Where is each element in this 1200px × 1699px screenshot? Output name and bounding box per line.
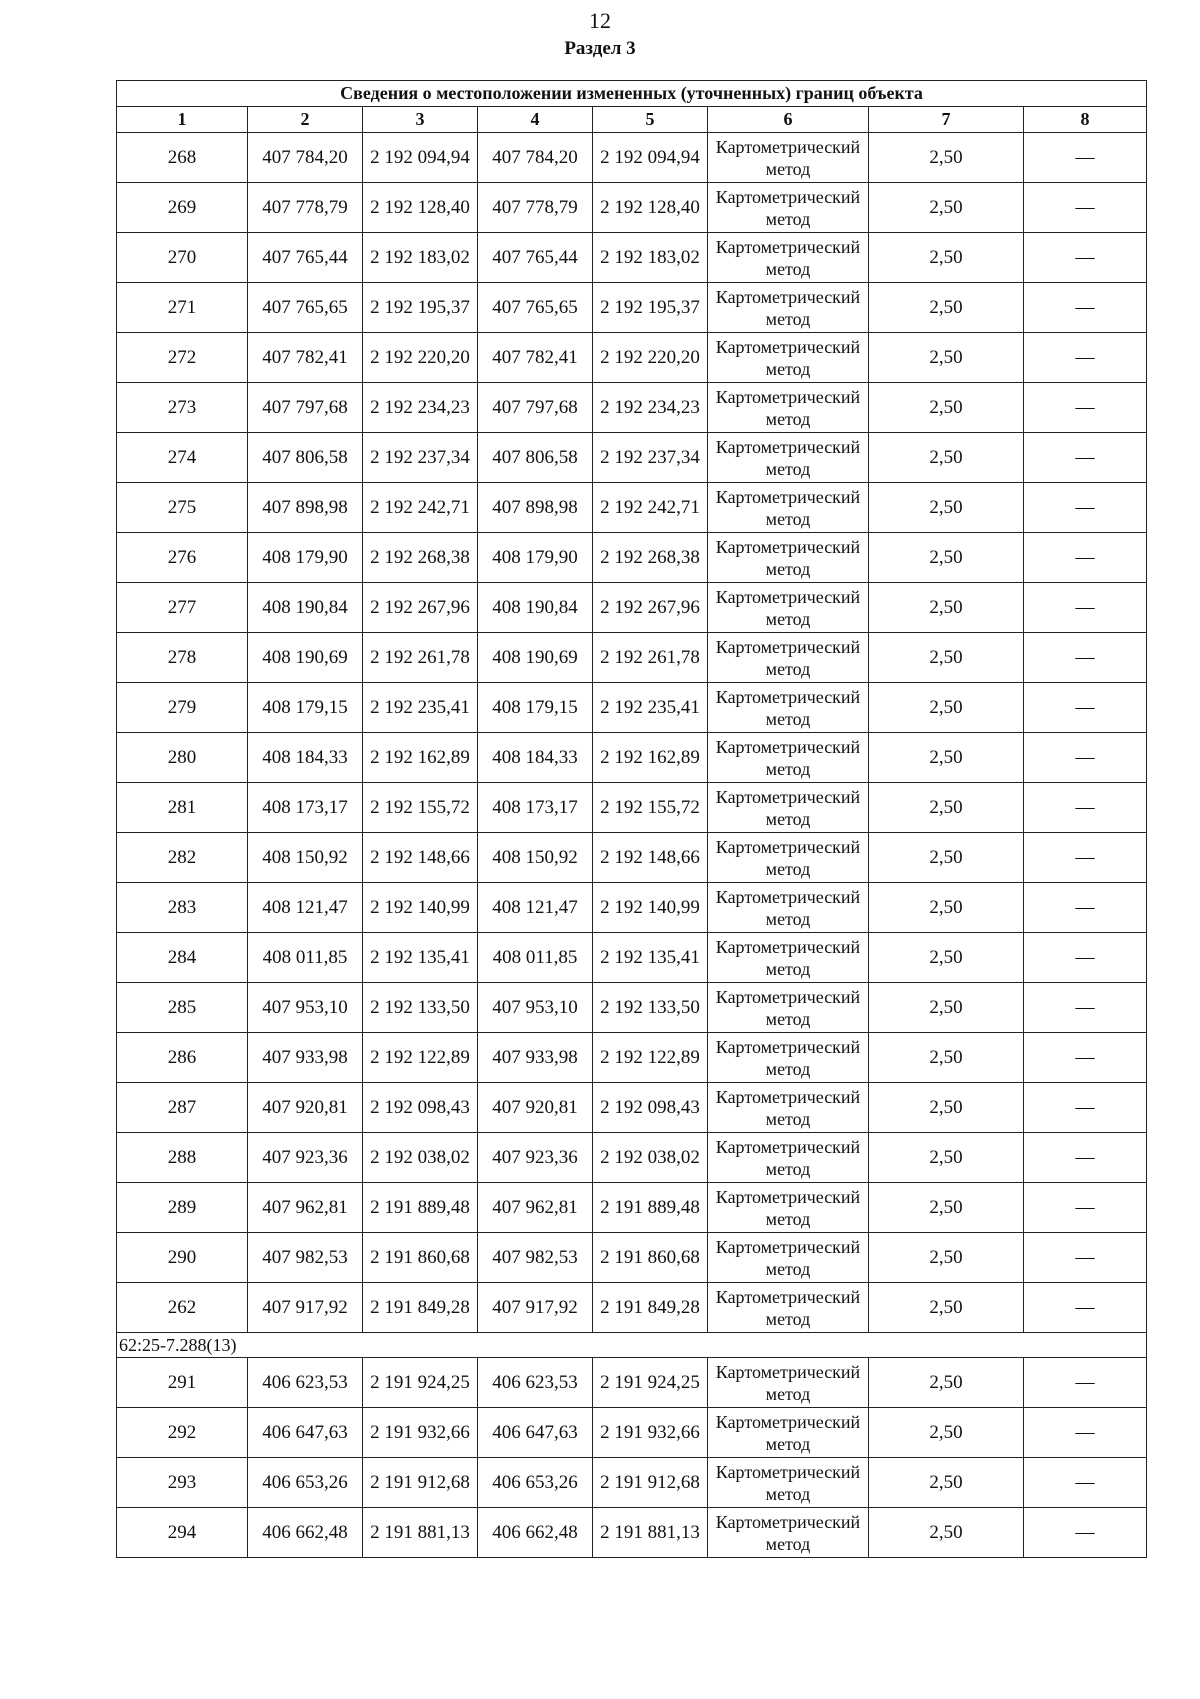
x-existing-cell: 408 179,15 — [248, 683, 363, 733]
description-cell: — — [1024, 1033, 1147, 1083]
description-cell: — — [1024, 683, 1147, 733]
y-refined-cell: 2 192 195,37 — [593, 283, 708, 333]
description-cell: — — [1024, 983, 1147, 1033]
x-existing-cell: 408 121,47 — [248, 883, 363, 933]
accuracy-cell: 2,50 — [869, 433, 1024, 483]
y-existing-cell: 2 191 889,48 — [363, 1183, 478, 1233]
y-refined-cell: 2 192 094,94 — [593, 133, 708, 183]
y-existing-cell: 2 191 849,28 — [363, 1283, 478, 1333]
y-existing-cell: 2 191 932,66 — [363, 1408, 478, 1458]
description-cell: — — [1024, 333, 1147, 383]
method-cell: Картометрический метод — [708, 433, 869, 483]
method-cell: Картометрический метод — [708, 1133, 869, 1183]
table-row — [117, 683, 1147, 733]
y-refined-cell: 2 191 924,25 — [593, 1358, 708, 1408]
table-row — [117, 433, 1147, 483]
y-existing-cell: 2 192 140,99 — [363, 883, 478, 933]
description-cell: — — [1024, 433, 1147, 483]
y-refined-cell: 2 192 122,89 — [593, 1033, 708, 1083]
accuracy-cell: 2,50 — [869, 183, 1024, 233]
table-row — [117, 183, 1147, 233]
accuracy-cell: 2,50 — [869, 933, 1024, 983]
x-refined-cell: 406 647,63 — [478, 1408, 593, 1458]
column-header: 3 — [363, 107, 478, 133]
y-existing-cell: 2 192 237,34 — [363, 433, 478, 483]
x-refined-cell: 407 806,58 — [478, 433, 593, 483]
x-existing-cell: 407 806,58 — [248, 433, 363, 483]
y-refined-cell: 2 192 237,34 — [593, 433, 708, 483]
y-existing-cell: 2 191 912,68 — [363, 1458, 478, 1508]
column-header: 8 — [1024, 107, 1147, 133]
point-number-cell: 293 — [117, 1458, 248, 1508]
method-cell: Картометрический метод — [708, 183, 869, 233]
point-number-cell: 270 — [117, 233, 248, 283]
point-number-cell: 292 — [117, 1408, 248, 1458]
x-refined-cell: 407 784,20 — [478, 133, 593, 183]
accuracy-cell: 2,50 — [869, 983, 1024, 1033]
method-cell: Картометрический метод — [708, 533, 869, 583]
point-number-cell: 271 — [117, 283, 248, 333]
point-number-cell: 268 — [117, 133, 248, 183]
y-refined-cell: 2 192 261,78 — [593, 633, 708, 683]
accuracy-cell: 2,50 — [869, 1033, 1024, 1083]
accuracy-cell: 2,50 — [869, 483, 1024, 533]
x-existing-cell: 406 662,48 — [248, 1508, 363, 1558]
table-row — [117, 633, 1147, 683]
x-refined-cell: 408 011,85 — [478, 933, 593, 983]
x-refined-cell: 408 190,69 — [478, 633, 593, 683]
x-existing-cell: 407 765,65 — [248, 283, 363, 333]
y-existing-cell: 2 192 098,43 — [363, 1083, 478, 1133]
description-cell: — — [1024, 233, 1147, 283]
x-existing-cell: 407 953,10 — [248, 983, 363, 1033]
table-row — [117, 933, 1147, 983]
accuracy-cell: 2,50 — [869, 733, 1024, 783]
description-cell: — — [1024, 533, 1147, 583]
method-cell: Картометрический метод — [708, 1358, 869, 1408]
table-row — [117, 783, 1147, 833]
x-refined-cell: 406 623,53 — [478, 1358, 593, 1408]
accuracy-cell: 2,50 — [869, 333, 1024, 383]
section-title: Раздел 3 — [564, 38, 636, 59]
y-existing-cell: 2 192 261,78 — [363, 633, 478, 683]
y-refined-cell: 2 192 140,99 — [593, 883, 708, 933]
method-cell: Картометрический метод — [708, 783, 869, 833]
x-existing-cell: 407 778,79 — [248, 183, 363, 233]
x-refined-cell: 408 121,47 — [478, 883, 593, 933]
point-number-cell: 290 — [117, 1233, 248, 1283]
y-refined-cell: 2 191 889,48 — [593, 1183, 708, 1233]
table-row — [117, 233, 1147, 283]
point-number-cell: 276 — [117, 533, 248, 583]
table-row — [117, 1408, 1147, 1458]
table-row — [117, 1233, 1147, 1283]
description-cell: — — [1024, 783, 1147, 833]
x-existing-cell: 407 920,81 — [248, 1083, 363, 1133]
point-number-cell: 281 — [117, 783, 248, 833]
point-number-cell: 286 — [117, 1033, 248, 1083]
y-existing-cell: 2 192 122,89 — [363, 1033, 478, 1083]
method-cell: Картометрический метод — [708, 1508, 869, 1558]
x-refined-cell: 408 179,15 — [478, 683, 593, 733]
y-existing-cell: 2 192 183,02 — [363, 233, 478, 283]
x-refined-cell: 407 917,92 — [478, 1283, 593, 1333]
point-number-cell: 278 — [117, 633, 248, 683]
table-row — [117, 583, 1147, 633]
y-existing-cell: 2 192 094,94 — [363, 133, 478, 183]
y-refined-cell: 2 191 849,28 — [593, 1283, 708, 1333]
y-refined-cell: 2 192 098,43 — [593, 1083, 708, 1133]
method-cell: Картометрический метод — [708, 1283, 869, 1333]
accuracy-cell: 2,50 — [869, 383, 1024, 433]
accuracy-cell: 2,50 — [869, 1183, 1024, 1233]
x-existing-cell: 406 647,63 — [248, 1408, 363, 1458]
description-cell: — — [1024, 1083, 1147, 1133]
y-existing-cell: 2 191 924,25 — [363, 1358, 478, 1408]
table-row — [117, 833, 1147, 883]
description-cell: — — [1024, 1358, 1147, 1408]
y-existing-cell: 2 192 267,96 — [363, 583, 478, 633]
table-row — [117, 1133, 1147, 1183]
column-header: 1 — [117, 107, 248, 133]
method-cell: Картометрический метод — [708, 383, 869, 433]
group-header-row — [117, 1333, 1147, 1358]
description-cell: — — [1024, 1233, 1147, 1283]
x-refined-cell: 408 190,84 — [478, 583, 593, 633]
point-number-cell: 275 — [117, 483, 248, 533]
y-refined-cell: 2 192 148,66 — [593, 833, 708, 883]
y-refined-cell: 2 192 235,41 — [593, 683, 708, 733]
description-cell: — — [1024, 833, 1147, 883]
table-row — [117, 1183, 1147, 1233]
x-existing-cell: 407 933,98 — [248, 1033, 363, 1083]
boundary-table — [116, 80, 1147, 1558]
y-existing-cell: 2 192 220,20 — [363, 333, 478, 383]
point-number-cell: 274 — [117, 433, 248, 483]
x-refined-cell: 407 898,98 — [478, 483, 593, 533]
point-number-cell: 289 — [117, 1183, 248, 1233]
x-existing-cell: 408 150,92 — [248, 833, 363, 883]
y-refined-cell: 2 192 242,71 — [593, 483, 708, 533]
table-caption: Сведения о местоположении измененных (уточненных) границ объекта — [117, 81, 1147, 107]
method-cell: Картометрический метод — [708, 633, 869, 683]
column-header: 4 — [478, 107, 593, 133]
x-refined-cell: 407 920,81 — [478, 1083, 593, 1133]
description-cell: — — [1024, 733, 1147, 783]
x-existing-cell: 408 184,33 — [248, 733, 363, 783]
page-number: 12 — [589, 8, 611, 33]
table-row — [117, 1033, 1147, 1083]
accuracy-cell: 2,50 — [869, 583, 1024, 633]
point-number-cell: 269 — [117, 183, 248, 233]
x-refined-cell: 407 782,41 — [478, 333, 593, 383]
method-cell: Картометрический метод — [708, 1458, 869, 1508]
description-cell: — — [1024, 183, 1147, 233]
method-cell: Картометрический метод — [708, 883, 869, 933]
description-cell: — — [1024, 583, 1147, 633]
x-existing-cell: 408 011,85 — [248, 933, 363, 983]
x-existing-cell: 407 917,92 — [248, 1283, 363, 1333]
table-row — [117, 483, 1147, 533]
x-refined-cell: 407 933,98 — [478, 1033, 593, 1083]
x-refined-cell: 407 923,36 — [478, 1133, 593, 1183]
y-existing-cell: 2 192 195,37 — [363, 283, 478, 333]
point-number-cell: 283 — [117, 883, 248, 933]
table-row — [117, 1283, 1147, 1333]
point-number-cell: 285 — [117, 983, 248, 1033]
point-number-cell: 262 — [117, 1283, 248, 1333]
table-row — [117, 1083, 1147, 1133]
x-refined-cell: 408 173,17 — [478, 783, 593, 833]
accuracy-cell: 2,50 — [869, 1358, 1024, 1408]
point-number-cell: 272 — [117, 333, 248, 383]
accuracy-cell: 2,50 — [869, 1133, 1024, 1183]
x-existing-cell: 407 898,98 — [248, 483, 363, 533]
description-cell: — — [1024, 1508, 1147, 1558]
accuracy-cell: 2,50 — [869, 1083, 1024, 1133]
accuracy-cell: 2,50 — [869, 833, 1024, 883]
x-refined-cell: 407 778,79 — [478, 183, 593, 233]
table-body — [117, 81, 1147, 1558]
x-existing-cell: 407 765,44 — [248, 233, 363, 283]
y-refined-cell: 2 192 267,96 — [593, 583, 708, 633]
column-header: 7 — [869, 107, 1024, 133]
y-existing-cell: 2 192 234,23 — [363, 383, 478, 433]
accuracy-cell: 2,50 — [869, 233, 1024, 283]
x-existing-cell: 406 623,53 — [248, 1358, 363, 1408]
x-existing-cell: 407 923,36 — [248, 1133, 363, 1183]
x-refined-cell: 407 953,10 — [478, 983, 593, 1033]
table-row — [117, 1358, 1147, 1408]
x-existing-cell: 408 190,84 — [248, 583, 363, 633]
y-refined-cell: 2 192 162,89 — [593, 733, 708, 783]
accuracy-cell: 2,50 — [869, 533, 1024, 583]
method-cell: Картометрический метод — [708, 1233, 869, 1283]
description-cell: — — [1024, 1458, 1147, 1508]
accuracy-cell: 2,50 — [869, 883, 1024, 933]
y-existing-cell: 2 192 242,71 — [363, 483, 478, 533]
method-cell: Картометрический метод — [708, 133, 869, 183]
x-existing-cell: 408 179,90 — [248, 533, 363, 583]
y-refined-cell: 2 192 133,50 — [593, 983, 708, 1033]
y-existing-cell: 2 192 135,41 — [363, 933, 478, 983]
method-cell: Картометрический метод — [708, 733, 869, 783]
accuracy-cell: 2,50 — [869, 1458, 1024, 1508]
x-refined-cell: 407 982,53 — [478, 1233, 593, 1283]
table-row — [117, 733, 1147, 783]
accuracy-cell: 2,50 — [869, 1283, 1024, 1333]
x-refined-cell: 408 179,90 — [478, 533, 593, 583]
y-existing-cell: 2 192 128,40 — [363, 183, 478, 233]
description-cell: — — [1024, 1183, 1147, 1233]
x-existing-cell: 408 190,69 — [248, 633, 363, 683]
method-cell: Картометрический метод — [708, 983, 869, 1033]
description-cell: — — [1024, 133, 1147, 183]
x-existing-cell: 407 797,68 — [248, 383, 363, 433]
description-cell: — — [1024, 383, 1147, 433]
description-cell: — — [1024, 483, 1147, 533]
y-refined-cell: 2 192 183,02 — [593, 233, 708, 283]
y-existing-cell: 2 192 162,89 — [363, 733, 478, 783]
point-number-cell: 277 — [117, 583, 248, 633]
column-header: 6 — [708, 107, 869, 133]
x-refined-cell: 407 962,81 — [478, 1183, 593, 1233]
method-cell: Картометрический метод — [708, 833, 869, 883]
point-number-cell: 280 — [117, 733, 248, 783]
method-cell: Картометрический метод — [708, 233, 869, 283]
description-cell: — — [1024, 283, 1147, 333]
table-row — [117, 883, 1147, 933]
y-existing-cell: 2 191 881,13 — [363, 1508, 478, 1558]
description-cell: — — [1024, 933, 1147, 983]
table-row — [117, 133, 1147, 183]
description-cell: — — [1024, 883, 1147, 933]
method-cell: Картометрический метод — [708, 933, 869, 983]
method-cell: Картометрический метод — [708, 1033, 869, 1083]
description-cell: — — [1024, 1408, 1147, 1458]
y-existing-cell: 2 192 133,50 — [363, 983, 478, 1033]
accuracy-cell: 2,50 — [869, 633, 1024, 683]
x-existing-cell: 407 782,41 — [248, 333, 363, 383]
method-cell: Картометрический метод — [708, 483, 869, 533]
x-existing-cell: 407 982,53 — [248, 1233, 363, 1283]
x-existing-cell: 408 173,17 — [248, 783, 363, 833]
x-existing-cell: 407 784,20 — [248, 133, 363, 183]
x-existing-cell: 407 962,81 — [248, 1183, 363, 1233]
column-header-row — [117, 107, 1147, 133]
y-refined-cell: 2 191 912,68 — [593, 1458, 708, 1508]
method-cell: Картометрический метод — [708, 1183, 869, 1233]
y-existing-cell: 2 192 148,66 — [363, 833, 478, 883]
y-existing-cell: 2 192 155,72 — [363, 783, 478, 833]
y-refined-cell: 2 191 932,66 — [593, 1408, 708, 1458]
accuracy-cell: 2,50 — [869, 683, 1024, 733]
y-refined-cell: 2 192 234,23 — [593, 383, 708, 433]
y-refined-cell: 2 192 268,38 — [593, 533, 708, 583]
point-number-cell: 294 — [117, 1508, 248, 1558]
y-existing-cell: 2 191 860,68 — [363, 1233, 478, 1283]
point-number-cell: 284 — [117, 933, 248, 983]
table-row — [117, 383, 1147, 433]
method-cell: Картометрический метод — [708, 683, 869, 733]
method-cell: Картометрический метод — [708, 583, 869, 633]
method-cell: Картометрический метод — [708, 1408, 869, 1458]
x-refined-cell: 407 765,44 — [478, 233, 593, 283]
method-cell: Картометрический метод — [708, 1083, 869, 1133]
accuracy-cell: 2,50 — [869, 1408, 1024, 1458]
y-existing-cell: 2 192 235,41 — [363, 683, 478, 733]
table-row — [117, 283, 1147, 333]
y-refined-cell: 2 191 860,68 — [593, 1233, 708, 1283]
table-caption-row — [117, 81, 1147, 107]
point-number-cell: 279 — [117, 683, 248, 733]
table-row — [117, 983, 1147, 1033]
column-header: 5 — [593, 107, 708, 133]
description-cell: — — [1024, 633, 1147, 683]
point-number-cell: 288 — [117, 1133, 248, 1183]
x-refined-cell: 408 150,92 — [478, 833, 593, 883]
y-refined-cell: 2 192 038,02 — [593, 1133, 708, 1183]
table-row — [117, 1458, 1147, 1508]
y-existing-cell: 2 192 268,38 — [363, 533, 478, 583]
point-number-cell: 273 — [117, 383, 248, 433]
accuracy-cell: 2,50 — [869, 283, 1024, 333]
point-number-cell: 291 — [117, 1358, 248, 1408]
accuracy-cell: 2,50 — [869, 783, 1024, 833]
y-refined-cell: 2 192 135,41 — [593, 933, 708, 983]
y-refined-cell: 2 192 128,40 — [593, 183, 708, 233]
y-refined-cell: 2 192 220,20 — [593, 333, 708, 383]
y-refined-cell: 2 191 881,13 — [593, 1508, 708, 1558]
x-existing-cell: 406 653,26 — [248, 1458, 363, 1508]
x-refined-cell: 406 662,48 — [478, 1508, 593, 1558]
point-number-cell: 282 — [117, 833, 248, 883]
parcel-number: 62:25-7.288(13) — [117, 1333, 1147, 1358]
accuracy-cell: 2,50 — [869, 1508, 1024, 1558]
x-refined-cell: 407 797,68 — [478, 383, 593, 433]
y-refined-cell: 2 192 155,72 — [593, 783, 708, 833]
table-row — [117, 333, 1147, 383]
description-cell: — — [1024, 1283, 1147, 1333]
description-cell: — — [1024, 1133, 1147, 1183]
table-row — [117, 1508, 1147, 1558]
point-number-cell: 287 — [117, 1083, 248, 1133]
table-row — [117, 533, 1147, 583]
y-existing-cell: 2 192 038,02 — [363, 1133, 478, 1183]
method-cell: Картометрический метод — [708, 333, 869, 383]
column-header: 2 — [248, 107, 363, 133]
accuracy-cell: 2,50 — [869, 133, 1024, 183]
method-cell: Картометрический метод — [708, 283, 869, 333]
accuracy-cell: 2,50 — [869, 1233, 1024, 1283]
x-refined-cell: 407 765,65 — [478, 283, 593, 333]
x-refined-cell: 406 653,26 — [478, 1458, 593, 1508]
x-refined-cell: 408 184,33 — [478, 733, 593, 783]
